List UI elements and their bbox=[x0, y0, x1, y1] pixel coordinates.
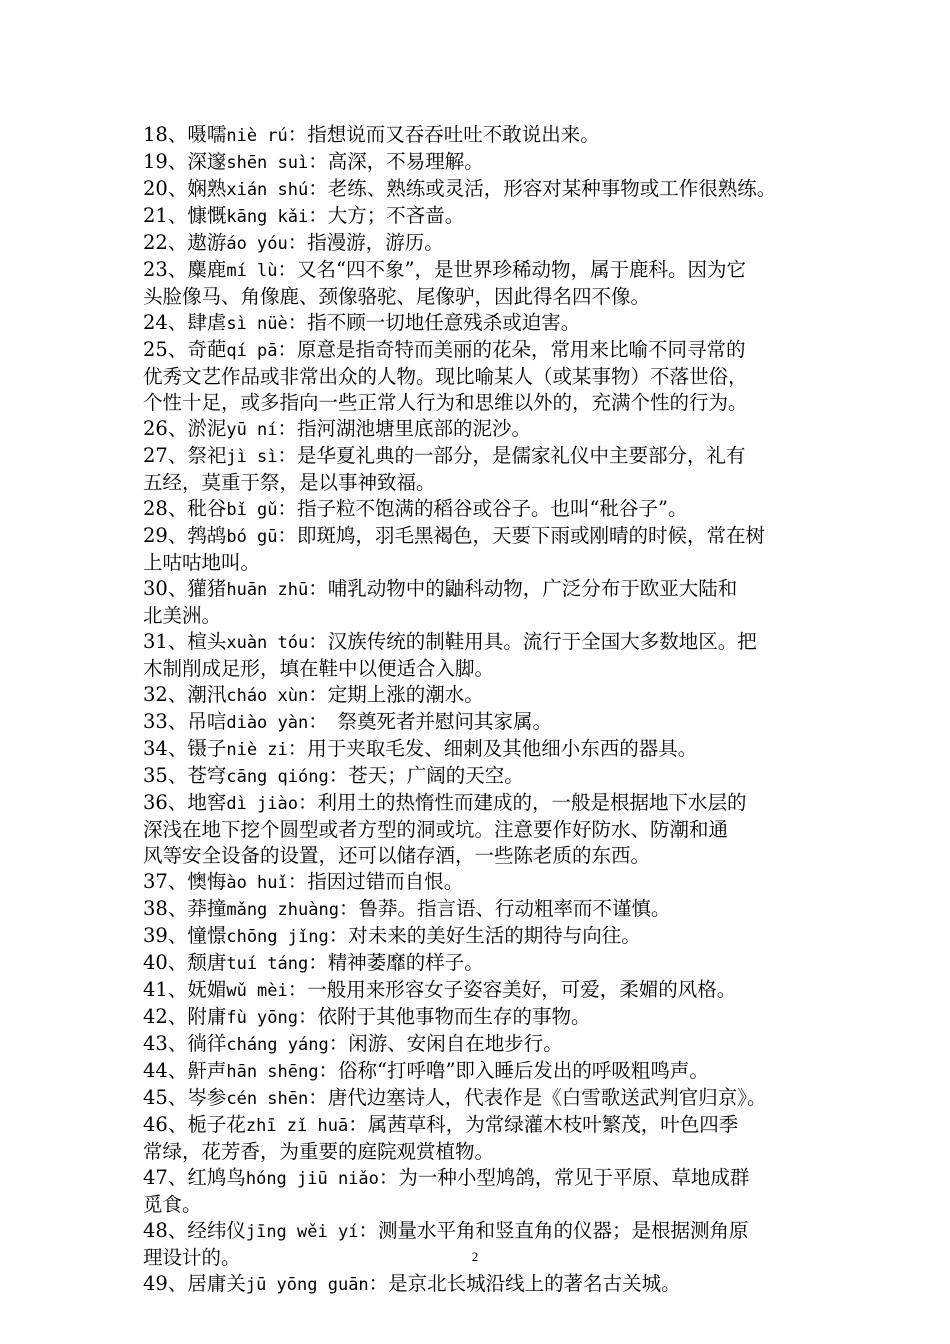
entry-definition-line: 个性十足，或多指向一些正常人行为和思维以外的，充满个性的行为。 bbox=[143, 391, 748, 414]
entry-definition-line: 风等安全设备的设置，还可以储存酒，一些陈老质的东西。 bbox=[143, 844, 651, 867]
vocab-entry bbox=[0, 896, 808, 923]
entry-pinyin: cén shēn bbox=[226, 1089, 309, 1109]
vocab-entry bbox=[0, 1004, 808, 1031]
entry-word: 岑参 bbox=[187, 1086, 227, 1109]
entry-definition-line: ：鲁莽。指言语、行动粗率而不谨慎。 bbox=[338, 897, 671, 920]
entry-number: 23、 bbox=[143, 258, 188, 281]
entry-number: 35、 bbox=[143, 764, 188, 787]
entry-pinyin: xuàn tóu bbox=[226, 633, 309, 653]
entry-word: 懊悔 bbox=[187, 870, 227, 893]
entry-pinyin: niè rú bbox=[226, 126, 288, 146]
entry-definition-line: ：指漫游，游历。 bbox=[287, 231, 444, 254]
entry-number: 49、 bbox=[143, 1272, 188, 1295]
entry-pinyin: jì sì bbox=[226, 447, 278, 467]
entry-definition-line: ：闲游、安闲自在地步行。 bbox=[328, 1032, 563, 1055]
entry-pinyin: qí pā bbox=[226, 341, 278, 361]
entry-definition-line: 觅食。 bbox=[143, 1193, 202, 1216]
entry-definition-line: ：汉族传统的制鞋用具。流行于全国大多数地区。把 bbox=[308, 630, 757, 653]
entry-definition-line: ：用于夹取毛发、细刺及其他细小东西的器具。 bbox=[287, 737, 698, 760]
entry-number: 24、 bbox=[143, 311, 188, 334]
entry-word: 经纬仪 bbox=[187, 1219, 246, 1242]
entry-number: 46、 bbox=[143, 1113, 188, 1136]
entry-word: 徜徉 bbox=[187, 1032, 227, 1055]
entry-pinyin: kāng kǎi bbox=[226, 207, 309, 227]
entry-number: 18、 bbox=[143, 123, 188, 146]
entry-pinyin: xián shú bbox=[226, 180, 309, 200]
entry-definition-line: ：指想说而又吞吞吐吐不敢说出来。 bbox=[287, 123, 600, 146]
entry-number: 27、 bbox=[143, 444, 188, 467]
entry-definition-line: ：指不顾一切地任意残杀或迫害。 bbox=[287, 311, 581, 334]
entry-pinyin: jīng wěi yí bbox=[245, 1222, 359, 1242]
entry-definition-line: ：指子粒不饱满的稻谷或谷子。也叫“秕谷子”。 bbox=[277, 497, 688, 520]
entry-number: 44、 bbox=[143, 1059, 188, 1082]
entry-definition-line: ： 祭奠死者并慰问其家属。 bbox=[308, 710, 552, 733]
entry-word: 地窖 bbox=[187, 791, 227, 814]
vocab-entry bbox=[0, 1165, 808, 1218]
entry-pinyin: áo yóu bbox=[226, 234, 288, 254]
entry-word: 獾猪 bbox=[187, 577, 227, 600]
entry-pinyin: hóng jiū niǎo bbox=[245, 1169, 379, 1189]
entry-pinyin: mí lù bbox=[226, 261, 278, 281]
entry-definition-line: ：精神萎靡的样子。 bbox=[308, 951, 484, 974]
vocab-entry bbox=[0, 869, 808, 896]
entry-word: 苍穹 bbox=[187, 764, 227, 787]
entry-number: 39、 bbox=[143, 924, 188, 947]
entry-word: 吊唁 bbox=[187, 710, 227, 733]
entry-number: 25、 bbox=[143, 338, 188, 361]
entry-definition-line: ：定期上涨的潮水。 bbox=[308, 683, 484, 706]
entry-pinyin: hān shēng bbox=[226, 1062, 319, 1082]
entry-number: 33、 bbox=[143, 710, 188, 733]
entry-word: 莽撞 bbox=[187, 897, 227, 920]
entry-word: 肆虐 bbox=[187, 311, 227, 334]
vocab-entry bbox=[0, 230, 808, 257]
vocab-entry bbox=[0, 950, 808, 977]
entry-definition-line: ：一般用来形容女子姿容美好，可爱，柔媚的风格。 bbox=[287, 978, 737, 1001]
entry-pinyin: niè zi bbox=[226, 740, 288, 760]
entry-definition-line: 木制削成足形，填在鞋中以便适合入脚。 bbox=[143, 657, 495, 680]
entry-number: 20、 bbox=[143, 177, 188, 200]
vocab-entry bbox=[0, 523, 808, 576]
entry-number: 19、 bbox=[143, 150, 188, 173]
entry-word: 淤泥 bbox=[187, 417, 227, 440]
vocab-entry bbox=[0, 576, 808, 629]
entry-word: 麋鹿 bbox=[187, 258, 227, 281]
vocab-entry bbox=[0, 257, 808, 310]
entry-word: 憧憬 bbox=[187, 924, 227, 947]
entry-word: 居庸关 bbox=[187, 1272, 246, 1295]
entry-definition-line: ：唐代边塞诗人，代表作是《白雪歌送武判官归京》。 bbox=[308, 1086, 767, 1109]
entry-pinyin: cháng yáng bbox=[226, 1035, 329, 1055]
entry-word: 嗫嚅 bbox=[187, 123, 227, 146]
entry-definition-line: 北美洲。 bbox=[143, 604, 222, 627]
entry-pinyin: bǐ gǔ bbox=[226, 500, 278, 520]
vocab-entry bbox=[0, 682, 808, 709]
entry-pinyin: ào huǐ bbox=[226, 873, 288, 893]
entry-word: 奇葩 bbox=[187, 338, 227, 361]
entry-pinyin: huān zhū bbox=[226, 580, 309, 600]
vocab-entry bbox=[0, 310, 808, 337]
entry-definition-line: ：高深，不易理解。 bbox=[308, 150, 484, 173]
entry-definition-line: ：又名“四不象”，是世界珍稀动物，属于鹿科。因为它 bbox=[277, 258, 746, 281]
vocab-entry bbox=[0, 416, 808, 443]
vocab-entry bbox=[0, 923, 808, 950]
entry-definition-line: 常绿，花芳香，为重要的庭院观赏植物。 bbox=[143, 1140, 495, 1163]
vocab-entry bbox=[0, 1085, 808, 1112]
entry-word: 鹁鸪 bbox=[187, 524, 227, 547]
entry-pinyin: fù yōng bbox=[226, 1008, 298, 1028]
vocab-entry bbox=[0, 736, 808, 763]
entry-word: 深邃 bbox=[187, 150, 227, 173]
entry-number: 42、 bbox=[143, 1005, 188, 1028]
vocab-entry bbox=[0, 790, 808, 869]
entry-pinyin: sì nüè bbox=[226, 314, 288, 334]
entry-number: 48、 bbox=[143, 1219, 188, 1242]
entry-definition-line: ：指河湖池塘里底部的泥沙。 bbox=[277, 417, 532, 440]
entry-word: 慷慨 bbox=[187, 204, 227, 227]
entry-word: 秕谷 bbox=[187, 497, 227, 520]
entry-number: 47、 bbox=[143, 1166, 188, 1189]
vocab-entry bbox=[0, 496, 808, 523]
entry-word: 颓唐 bbox=[187, 951, 227, 974]
entry-definition-line: 深浅在地下挖个圆型或者方型的洞或坑。注意要作好防水、防潮和通 bbox=[143, 818, 729, 841]
entry-definition-line: ：苍天；广阔的天空。 bbox=[328, 764, 524, 787]
entry-word: 鼾声 bbox=[187, 1059, 227, 1082]
entry-definition-line: ：是京北长城沿线上的著名古关城。 bbox=[368, 1272, 681, 1295]
entry-definition-line: 上咕咕地叫。 bbox=[143, 551, 261, 574]
entry-pinyin: cháo xùn bbox=[226, 686, 309, 706]
entry-number: 36、 bbox=[143, 791, 188, 814]
entry-pinyin: shēn suì bbox=[226, 153, 309, 173]
entry-number: 38、 bbox=[143, 897, 188, 920]
vocab-entry bbox=[0, 1031, 808, 1058]
vocab-entry bbox=[0, 1058, 808, 1085]
entry-number: 43、 bbox=[143, 1032, 188, 1055]
entry-definition-line: ：测量水平角和竖直角的仪器；是根据测角原 bbox=[358, 1219, 749, 1242]
entry-definition-line: ：原意是指奇特而美丽的花朵，常用来比喻不同寻常的 bbox=[277, 338, 746, 361]
entry-word: 镊子 bbox=[187, 737, 227, 760]
entry-word: 栀子花 bbox=[187, 1113, 246, 1136]
entry-pinyin: diào yàn bbox=[226, 713, 309, 733]
vocab-entry bbox=[0, 122, 808, 149]
vocab-entry bbox=[0, 763, 808, 790]
vocab-entry bbox=[0, 443, 808, 496]
entry-definition-line: ：大方；不吝啬。 bbox=[308, 204, 465, 227]
entry-number: 22、 bbox=[143, 231, 188, 254]
entry-number: 32、 bbox=[143, 683, 188, 706]
vocab-entry bbox=[0, 176, 808, 203]
entry-pinyin: dì jiào bbox=[226, 794, 298, 814]
vocab-entry bbox=[0, 709, 808, 736]
entry-definition-line: ：俗称“打呼噜”即入睡后发出的呼吸粗鸣声。 bbox=[318, 1059, 709, 1082]
entry-definition-line: ：是华夏礼典的一部分，是儒家礼仪中主要部分，礼有 bbox=[277, 444, 746, 467]
entry-definition-line: 头脸像马、角像鹿、颈像骆驼、尾像驴，因此得名四不像。 bbox=[143, 285, 651, 308]
entry-definition-line: ：依附于其他事物而生存的事物。 bbox=[298, 1005, 591, 1028]
entry-definition-line: 优秀文艺作品或非常出众的人物。现比喻某人（或某事物）不落世俗， bbox=[143, 365, 748, 388]
entry-pinyin: wǔ mèi bbox=[226, 981, 288, 1001]
entry-pinyin: yū ní bbox=[226, 420, 278, 440]
entry-word: 祭祀 bbox=[187, 444, 227, 467]
entry-definition-line: ：对未来的美好生活的期待与向往。 bbox=[328, 924, 641, 947]
entry-number: 26、 bbox=[143, 417, 188, 440]
entry-word: 娴熟 bbox=[187, 177, 227, 200]
vocab-entry bbox=[0, 1271, 808, 1298]
entry-number: 37、 bbox=[143, 870, 188, 893]
entry-pinyin: cāng qióng bbox=[226, 767, 329, 787]
vocab-entry bbox=[0, 149, 808, 176]
entry-word: 楦头 bbox=[187, 630, 227, 653]
vocab-entry bbox=[0, 337, 808, 416]
vocab-entry bbox=[0, 203, 808, 230]
entry-number: 21、 bbox=[143, 204, 188, 227]
entry-definition-line: ：即斑鸠，羽毛黑褐色，天要下雨或刚晴的时候，常在树 bbox=[277, 524, 766, 547]
entry-number: 34、 bbox=[143, 737, 188, 760]
entry-definition-line: ：利用土的热惰性而建成的，一般是根据地下水层的 bbox=[298, 791, 747, 814]
entry-definition-line: ：哺乳动物中的鼬科动物，广泛分布于欧亚大陆和 bbox=[308, 577, 738, 600]
entry-pinyin: chōng jǐng bbox=[226, 927, 329, 947]
entry-word: 附庸 bbox=[187, 1005, 227, 1028]
entry-number: 30、 bbox=[143, 577, 188, 600]
entry-pinyin: zhī zǐ huā bbox=[245, 1116, 349, 1136]
entry-number: 40、 bbox=[143, 951, 188, 974]
entry-word: 潮汛 bbox=[187, 683, 227, 706]
entry-definition-line: ：属茜草科，为常绿灌木枝叶繁茂，叶色四季 bbox=[348, 1113, 739, 1136]
entry-pinyin: jū yōng guān bbox=[245, 1275, 369, 1295]
vocab-entry bbox=[0, 1112, 808, 1165]
entry-word: 遨游 bbox=[187, 231, 227, 254]
entry-pinyin: mǎng zhuàng bbox=[226, 900, 339, 920]
entry-number: 29、 bbox=[143, 524, 188, 547]
entry-number: 45、 bbox=[143, 1086, 188, 1109]
entry-pinyin: bó gū bbox=[226, 527, 278, 547]
vocabulary-list bbox=[0, 122, 950, 1298]
entry-number: 31、 bbox=[143, 630, 188, 653]
entry-definition-line: 理设计的。 bbox=[143, 1246, 241, 1269]
entry-definition-line: ：指因过错而自恨。 bbox=[287, 870, 464, 893]
entry-word: 妩媚 bbox=[187, 978, 227, 1001]
entry-pinyin: tuí táng bbox=[226, 954, 309, 974]
entry-definition-line: 五经，莫重于祭，是以事神致福。 bbox=[143, 471, 436, 494]
entry-definition-line: ：为一种小型鸠鸽，常见于平原、草地成群 bbox=[378, 1166, 750, 1189]
entry-word: 红鸠鸟 bbox=[187, 1166, 246, 1189]
page-number: 2 bbox=[471, 1249, 479, 1264]
vocab-entry bbox=[0, 977, 808, 1004]
entry-number: 28、 bbox=[143, 497, 188, 520]
entry-number: 41、 bbox=[143, 978, 188, 1001]
vocab-entry bbox=[0, 629, 808, 682]
entry-definition-line: ：老练、熟练或灵活，形容对某种事物或工作很熟练。 bbox=[308, 177, 777, 200]
